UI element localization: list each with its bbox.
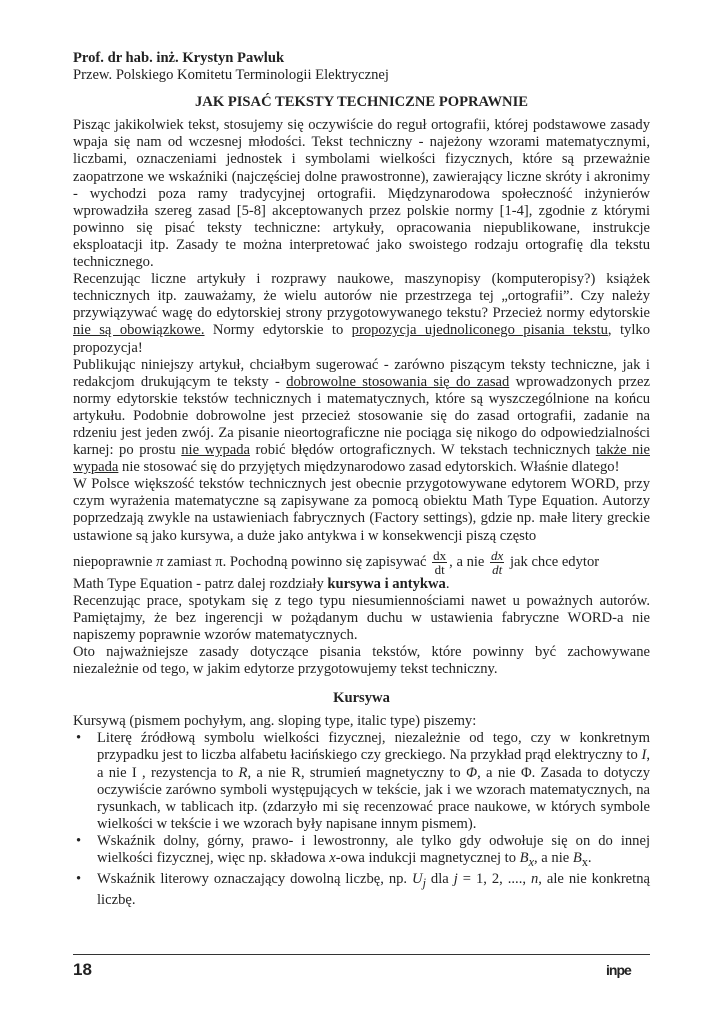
publisher-logo: inpe <box>606 962 631 978</box>
pi-italic-symbol: π <box>156 553 164 570</box>
list-item: • Wskaźnik literowy oznaczający dowolną liczbę, np. $U_j$ dla j = 1, 2, ...., n, ale nie konkretną liczbę. <box>73 871 650 909</box>
footer-divider <box>73 954 650 955</box>
list-item: • Wskaźnik dolny, górny, prawo- i lewostronny, ale tylko gdy odwołuje się on do innej wielkości fizycznej, więc np. składowa x-owa indukcji magnetycznej to $B_x$, a nie $B_x$. <box>73 833 650 871</box>
underlined-phrase: dobrowolne stosowania się do zasad <box>286 373 510 390</box>
bold-chapter-reference: kursywa i antykwa <box>327 575 446 592</box>
section-intro: Kursywą (pismem pochyłym, ang. sloping type, italic type) piszemy: <box>73 713 477 730</box>
paragraph-review: Recenzując liczne artykuły i rozprawy naukowe, maszynopisy (komputeropisy?) książek technicznych itp. zauważamy, że wielu autorów nie przestrzega tej „ortografii”. Czy należy przywiązywać wagę do edytorskiej strony przygotowywanego tekstu? Przecież normy edytorskie nie są obowiązkowe. Normy edytorskie to propozycja ujednoliconego pisania tekstu, tylko propozycja! <box>73 271 650 356</box>
article-page <box>73 40 650 980</box>
paragraph-word-editor: W Polsce większość tekstów technicznych jest obecnie przygotowywane edytorem WORD, przy czym wyrażenia matematyczne są zapisywane za pomocą obiektu Math Type Equation. Autorzy poprzedzają zwykle na ustawieniach fabrycznych (Factory settings), gdzie np. małe litery greckie ustawione są jako kursywa, a duże jako antykwa i w konsekwencji piszą często <box>73 476 650 544</box>
paragraph-intro: Pisząc jakikolwiek tekst, stosujemy się oczywiście do reguł ortografii, której podstawowe zasady wpaja się nam od wczesnej młodości. Tekst techniczny - najeżony wzorami matematycznymi, liczbami, oznaczeniami jednostek i symbolami wielkości fizycznych, które są przeważnie zaopatrzone we wskaźniki (najczęściej dolne prawostronne), zawierający liczne skróty i akronimy - wychodzi poza ramy tradycyjnej ortografii. Międzynarodowa społeczność inżynierów wprowadziła szereg zasad [5-8] akceptowanych przez polskie normy [1-4], zgodnie z którymi powinno się pisać teksty techniczne: artykuły, opracowania niepublikowane, instrukcje eksploatacji itp. Zasady te można interpretować jako swoistego rodzaju ortografię dla tekstu technicznego. <box>73 117 650 271</box>
derivative-fraction-italic: $\frac{dx}{dt}$ <box>491 547 504 577</box>
underlined-phrase: nie wypada <box>181 442 250 459</box>
section-heading-kursywa: Kursywa <box>333 690 390 707</box>
underlined-phrase: propozycja ujednoliconego pisania tekstu <box>351 322 608 339</box>
article-title: JAK PISAĆ TEKSTY TECHNICZNE POPRAWNIE <box>194 94 529 111</box>
underlined-phrase: także nie wypada <box>73 442 650 476</box>
author-affiliation: Przew. Polskiego Komitetu Terminologii Elektrycznej <box>73 67 389 84</box>
author-name: Prof. dr hab. inż. Krystyn Pawluk <box>73 50 285 66</box>
paragraph-see-chapters: Math Type Equation - patrz dalej rozdziały kursywa i antykwa. <box>73 575 450 592</box>
derivative-fraction-upright: $\frac{dx}{dt}$ <box>433 547 447 577</box>
italic-rules-list <box>73 730 650 909</box>
paragraph-derivative-line: niepoprawnie π zamiast π. Pochodną powinno się zapisywać $\frac{dx}{dt}$ , a nie $\frac{dx}{dt}$ jak chce edytor <box>73 547 600 577</box>
paragraph-reviewing: Recenzując prace, spotykam się z tego typu niesumiennościami nawet u poważnych autorów. Pamiętajmy, że bez ingerencji w pożądanym duchu w ustawienia fabryczne WORD-a nie napiszemy poprawnie wzorów matematycznych. <box>73 592 650 643</box>
paragraph-publishing: Publikując niniejszy artykuł, chciałbym sugerować - zarówno piszącym teksty techniczne, jak i redakcjom drukującym te teksty - dobrowolne stosowania się do zasad wprowadzonych przez normy edytorskie tekstów technicznych i matematycznych, które są wyszczególnione na końcu artykułu. Podobnie dobrowolne jest przecież stosowanie się do zasad ortografii, zadanie na rdzeniu jest jeden zwój. Za pisanie nieortograficzne nie pociąga się nikogo do odpowiedzialności karnej: po prostu nie wypada robić błędów ortograficznych. W tekstach technicznych także nie wypada nie stosować się do przyjętych międzynarodowo zasad edytorskich. Właśnie dlatego! <box>73 356 650 476</box>
paragraph-rules: Oto najważniejsze zasady dotyczące pisania tekstów, które powinny być zachowywane niezależnie od tego, w jakim edytorze przygotowujemy tekst techniczny. <box>73 644 650 678</box>
list-item: • Literę źródłową symbolu wielkości fizycznej, niezależnie od tego, czy w konkretnym przypadku jest to liczba alfabetu łacińskiego czy greckiego. Na przykład prąd elektryczny to I, a nie I , rezystencja to R, a nie R, strumień magnetyczny to Φ, a nie Φ. Zasada to dotyczy oczywiście zarówno symboli występujących w tekście, jak i we wzorach matematycznych, na rysunkach, w tablicach itp. (zdarzyło mi się recenzować prace naukowe, w których symbole wielkości w tekście i we wzorach były napisane innym pismem). <box>73 730 650 833</box>
page-number: 18 <box>73 960 92 979</box>
underlined-phrase: nie są obowiązkowe. <box>73 322 205 339</box>
